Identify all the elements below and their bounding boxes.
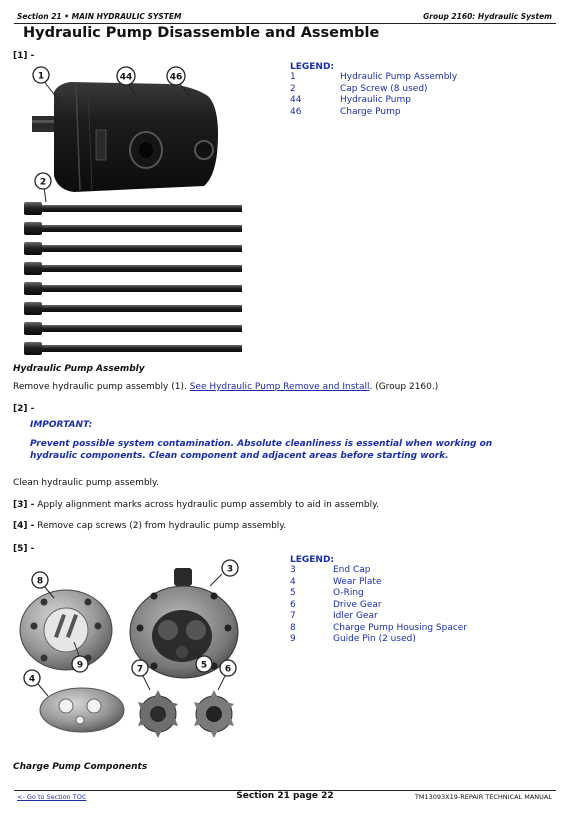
legend-row: 1 Hydraulic Pump Assembly [290,72,458,82]
legend-step-5 [290,555,467,646]
header-group: Group 2160: Hydraulic System [423,12,552,21]
callout-3 [222,560,238,576]
legend-row: 3 End Cap [290,565,371,575]
step-3-label: [3] - [13,500,35,510]
page-title: Hydraulic Pump Disassemble and Assemble [23,25,380,41]
step-3-text: Apply alignment marks across hydraulic pump assembly to aid in assembly. [37,500,379,510]
step-3 [13,500,379,510]
step-4-label: [4] - [13,521,35,531]
step-4-text: Remove cap screws (2) from hydraulic pump assembly. [37,521,287,531]
callout-4 [24,670,40,686]
legend-row: 9 Guide Pin (2 used) [290,634,416,644]
page-number: Section 21 page 22 [236,791,334,801]
step-4 [13,521,286,531]
legend-row: 8 Charge Pump Housing Spacer [290,622,468,633]
callout-7 [132,660,148,676]
legend-row: 44 Hydraulic Pump [290,95,411,105]
svg-text:6: 6 [224,664,232,675]
svg-text:5: 5 [200,660,208,671]
header-divider [14,23,556,24]
svg-text:2: 2 [39,177,47,188]
legend-row: 2 Cap Screw (8 used) [290,83,428,94]
legend-row: 46 Charge Pump [290,106,401,117]
step-2-label: [2] - [13,404,35,414]
legend-row: 6 Drive Gear [290,599,382,610]
figure-caption-pump-assembly: Hydraulic Pump Assembly [13,364,145,374]
svg-text:4: 4 [28,674,36,685]
drive-gear [194,690,234,738]
important-text: Prevent possible system contamination. Absolute cleanliness is essential when working on hydraulic components. Clean component and adjacent areas before starting work. [30,439,493,461]
legend-row: 4 Wear Plate [290,576,382,587]
callout-44 [117,67,135,85]
svg-text:7: 7 [136,664,144,675]
callout-6 [220,660,236,676]
svg-text:9: 9 [76,660,84,671]
step-1-label: [1] - [13,51,35,61]
svg-text:8: 8 [36,576,44,587]
callout-46 [167,67,185,85]
header-section: Section 21 • MAIN HYDRAULIC SYSTEM [17,12,182,21]
svg-text:3: 3 [226,564,234,575]
svg-text:44: 44 [119,72,133,83]
legend-title: LEGEND: [290,62,335,72]
callout-2 [35,173,51,189]
legend-row: 7 Idler Gear [290,611,378,621]
section-toc-link[interactable]: <- Go to Section TOC [17,793,87,801]
legend-title: LEGEND: [290,555,335,565]
svg-text:1: 1 [37,71,45,82]
callout-8 [32,572,48,588]
svg-text:46: 46 [169,72,183,83]
callout-1 [33,67,49,83]
hydraulic-pump-assembly-image [18,62,248,360]
manual-id: TM13093X19-REPAIR TECHNICAL MANUAL [414,793,552,801]
callout-5 [196,656,212,672]
important-title: IMPORTANT: [30,420,93,430]
figure-caption-charge-pump: Charge Pump Components [13,762,148,772]
legend-row: 5 O-Ring [290,588,364,598]
step-2-text: Clean hydraulic pump assembly. [13,478,159,488]
cap-screws [24,202,242,355]
step-1-instruction: Remove hydraulic pump assembly (1). See Hydraulic Pump Remove and Install. (Group 2160.) [13,382,439,392]
step-5-label: [5] - [13,544,35,554]
remove-install-link[interactable]: See Hydraulic Pump Remove and Install [189,382,370,392]
callout-9 [72,656,88,672]
charge-pump-components-image [14,556,254,754]
idler-gear [138,690,178,738]
legend-step-1 [290,62,457,118]
